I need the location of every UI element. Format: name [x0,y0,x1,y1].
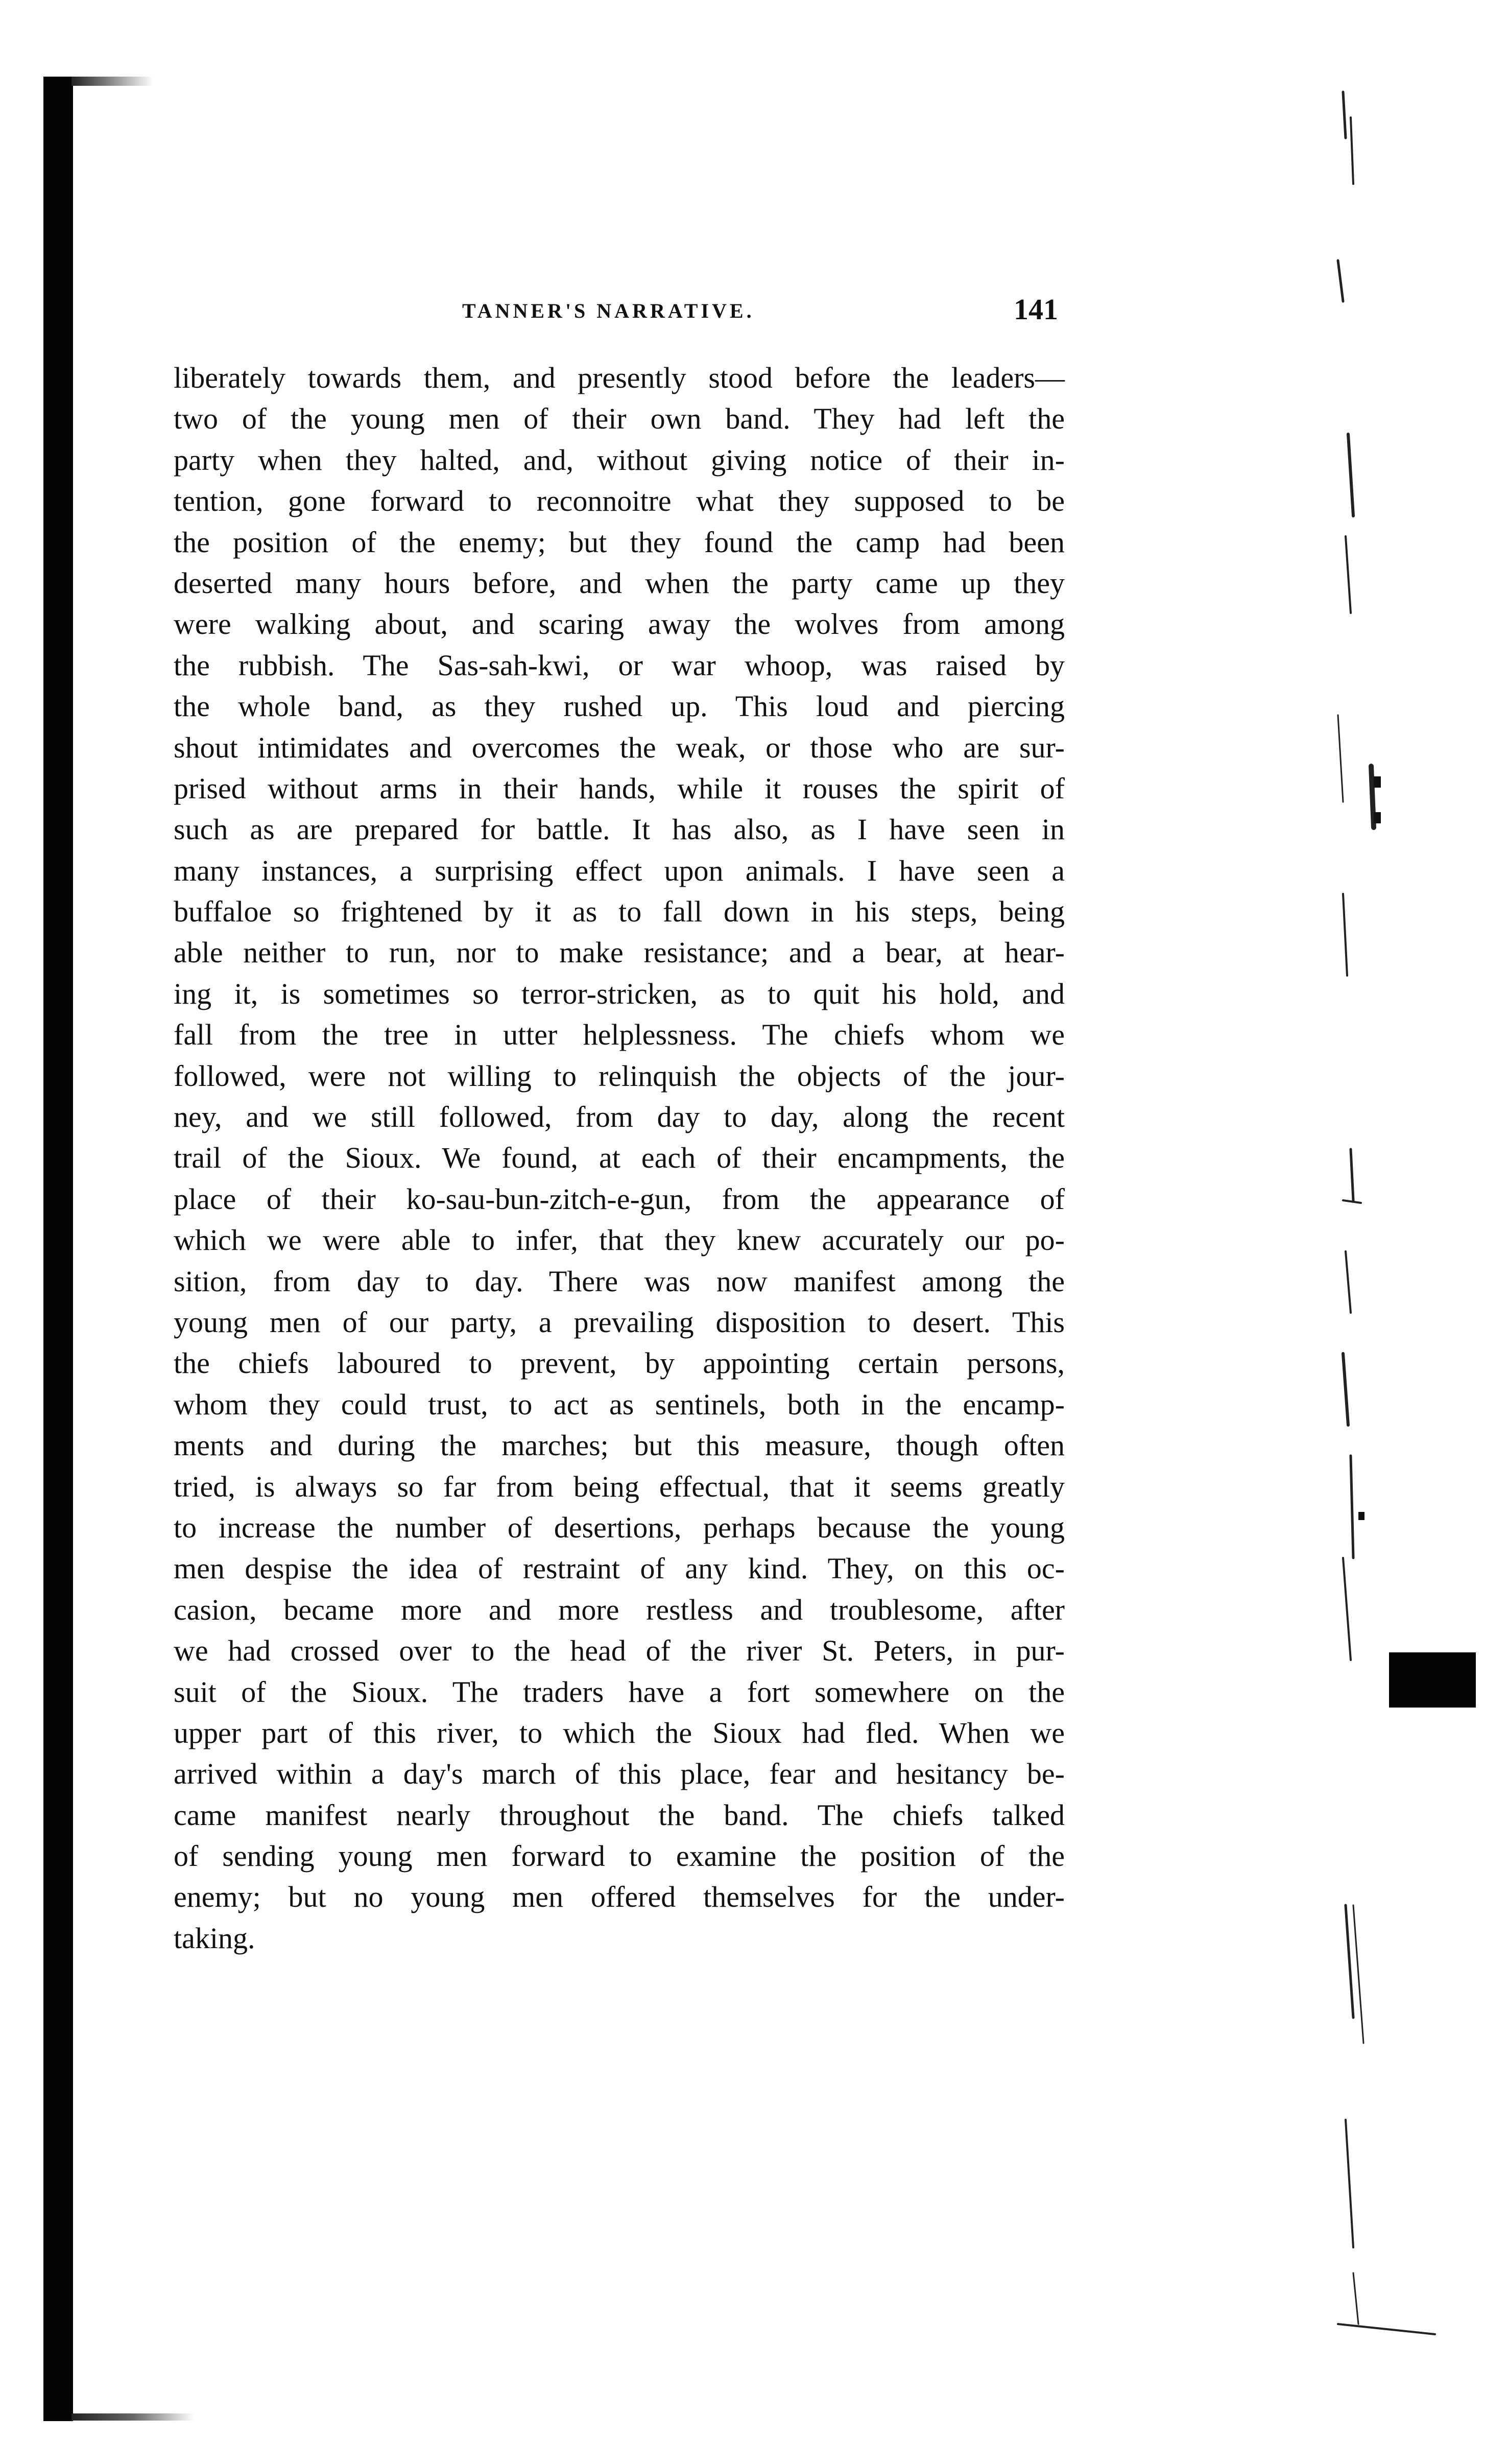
text-line: tried, is always so far from being effectual, that it seems greatly [174,1470,1065,1503]
text-line: whom they could trust, to act as sentinels, both in the encamp- [174,1387,1065,1421]
scan-gutter-shadow [43,77,73,2421]
text-line: place of their ko-sau-bun-zitch-e-gun, from the appearance of [174,1182,1065,1216]
text-line: casion, became more and more restless and troublesome, after [174,1593,1065,1626]
text-line: the rubbish. The Sas-sah-kwi, or war whoop, was raised by [174,648,1065,682]
text-line: tention, gone forward to reconnoitre what they supposed to be [174,484,1065,518]
text-line: came manifest nearly throughout the band. The chiefs talked [174,1798,1065,1832]
text-line: ments and during the marches; but this measure, though often [174,1429,1065,1462]
text-line: the chiefs laboured to prevent, by appointing certain persons, [174,1346,1065,1380]
text-line: which we were able to infer, that they knew accurately our po- [174,1223,1065,1257]
text-line: buffaloe so frightened by it as to fall down in his steps, being [174,895,1065,929]
text-line: ney, and we still followed, from day to day, along the recent [174,1100,1065,1134]
text-line: fall from the tree in utter helplessness. The chiefs whom we [174,1018,1065,1052]
text-line: ing it, is sometimes so terror-stricken, as to quit his hold, and [174,977,1065,1010]
text-line: such as are prepared for battle. It has also, as I have seen in [174,813,1065,846]
scan-right-edge-marks [1323,77,1491,2426]
text-line: deserted many hours before, and when the party came up they [174,566,1065,600]
scan-right-block [1389,1652,1476,1708]
text-line: upper part of this river, to which the Sioux had fled. When we [174,1716,1065,1749]
text-line: of sending young men forward to examine the position of the [174,1839,1065,1873]
running-head: TANNER'S NARRATIVE. [462,299,755,322]
text-line: party when they halted, and, without giving notice of their in- [174,443,1065,477]
text-line: many instances, a surprising effect upon animals. I have seen a [174,854,1065,887]
body-text [174,358,1065,1959]
text-line: suit of the Sioux. The traders have a fort somewhere on the [174,1675,1065,1709]
text-line: young men of our party, a prevailing disposition to desert. This [174,1305,1065,1339]
text-line: taking. [174,1921,255,1955]
text-line: sition, from day to day. There was now manifest among the [174,1264,1065,1298]
text-line: to increase the number of desertions, perhaps because the young [174,1510,1065,1544]
text-line: trail of the Sioux. We found, at each of their encampments, the [174,1141,1065,1175]
text-line: men despise the idea of restraint of any kind. They, on this oc- [174,1552,1065,1585]
scan-bottom-smudge [71,2413,194,2421]
text-line: shout intimidates and overcomes the weak, or those who are sur- [174,730,1065,764]
text-line: we had crossed over to the head of the river St. Peters, in pur- [174,1634,1065,1668]
text-line: liberately towards them, and presently stood before the leaders— [174,361,1065,394]
text-line: two of the young men of their own band. They had left the [174,402,1065,436]
text-line: the whole band, as they rushed up. This loud and piercing [174,690,1065,723]
text-line: able neither to run, nor to make resistance; and a bear, at hear- [174,936,1065,969]
page-number: 141 [1014,293,1058,326]
text-line: followed, were not willing to relinquish the objects of the jour- [174,1059,1065,1093]
text-line: arrived within a day's march of this place, fear and hesitancy be- [174,1757,1065,1791]
text-line: enemy; but no young men offered themselves for the under- [174,1880,1065,1914]
text-line: the position of the enemy; but they found the camp had been [174,525,1065,559]
text-line: prised without arms in their hands, while it rouses the spirit of [174,771,1065,805]
scan-top-smudge [71,77,153,86]
text-line: were walking about, and scaring away the wolves from among [174,607,1065,641]
